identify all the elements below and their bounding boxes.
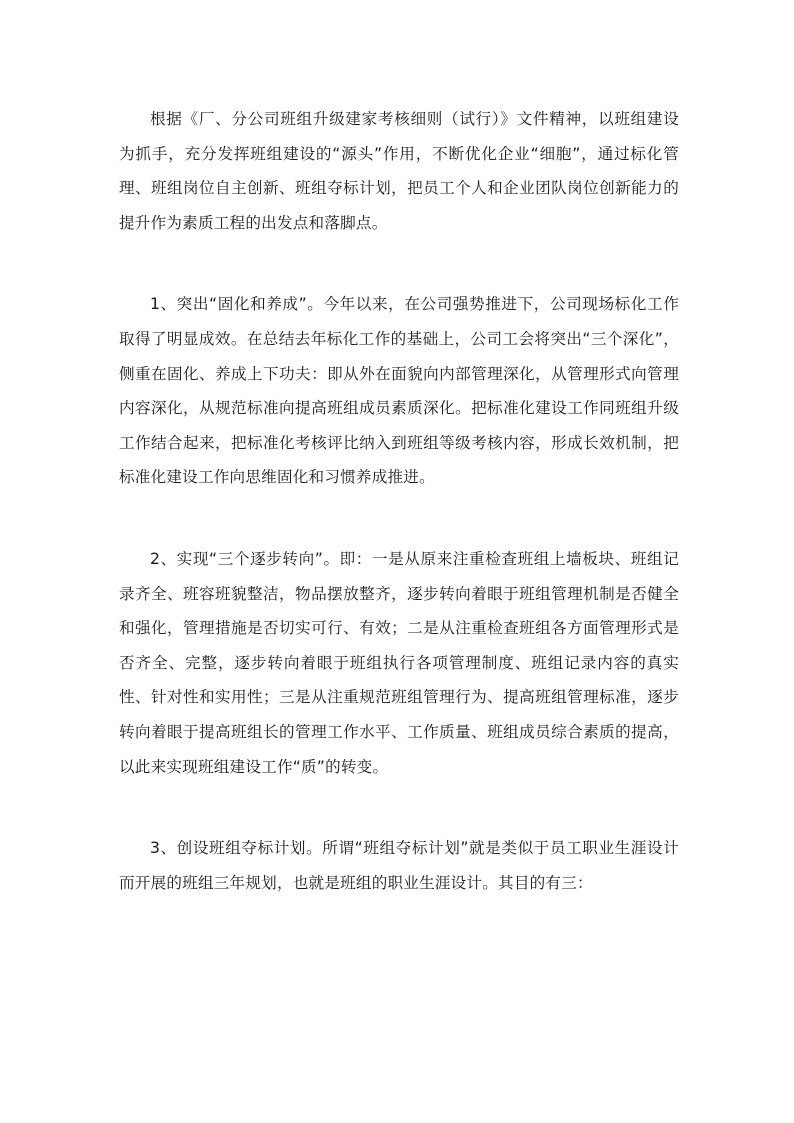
- document-body: [119, 102, 679, 900]
- paragraph-item-2: 2、实现“三个逐步转向”。即：一是从原来注重检查班组上墙板块、班组记录齐全、班容班貌整洁，物品摆放整齐，逐步转向着眼于班组管理机制是否健全和强化，管理措施是否切实可行、有效；二是从注重检查班组各方面管理形式是否齐全、完整，逐步转向着眼于班组执行各项管理制度、班组记录内容的真实性、针对性和实用性；三是从注重规范班组管理行为、提高班组管理标准，逐步转向着眼于提高班组长的管理工作水平、工作质量、班组成员综合素质的提高，以此来实现班组建设工作“质”的转变。: [119, 549, 679, 776]
- paragraph-item-1: 1、突出“固化和养成”。今年以来，在公司强势推进下，公司现场标化工作取得了明显成效。在总结去年标化工作的基础上，公司工会将突出“三个深化”，侧重在固化、养成上下功夫：即从外在面貌向内部管理深化，从管理形式向管理内容深化，从规范标准向提高班组成员素质深化。把标准化建设工作同班组升级工作结合起来，把标准化考核评比纳入到班组等级考核内容，形成长效机制，把标准化建设工作向思维固化和习惯养成推进。: [119, 295, 679, 487]
- paragraph-intro: 根据《厂、分公司班组升级建家考核细则（试行）》文件精神，以班组建设为抓手，充分发挥班组建设的“源头”作用，不断优化企业“细胞”，通过标化管理、班组岗位自主创新、班组夺标计划，把员工个人和企业团队岗位创新能力的提升作为素质工程的出发点和落脚点。: [119, 110, 679, 232]
- paragraph-item-3: 3、创设班组夺标计划。所谓“班组夺标计划”就是类似于员工职业生涯设计而开展的班组三年规划，也就是班组的职业生涯设计。其目的有三：: [119, 839, 679, 892]
